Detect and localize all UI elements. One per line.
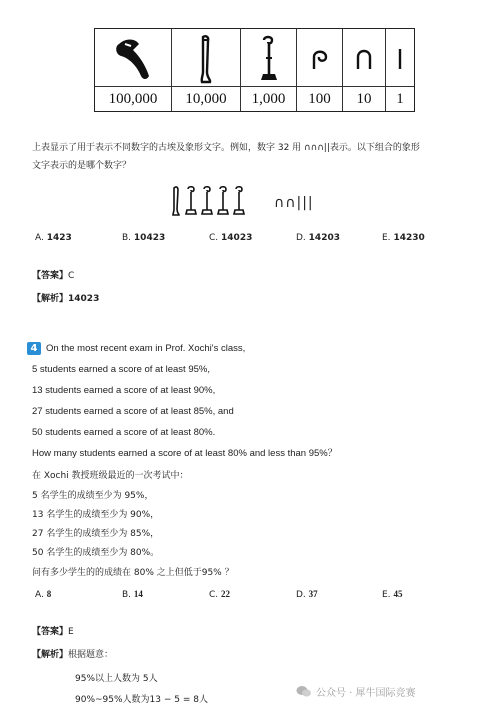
q4-en-line: On the most recent exam in Prof. Xochi's class, <box>46 343 246 354</box>
q4-cn-line: 在 Xochi 教授班级最近的一次考试中： <box>32 471 189 481</box>
watermark-text: 公众号 · 犀牛国际竞赛 <box>316 688 416 699</box>
tadpole-icon <box>95 31 171 87</box>
coil-rope-icon <box>297 31 342 87</box>
q4-option-c: C. 22 <box>209 589 231 600</box>
q4-step: 90%~95%人数为13 − 5 = 8人 <box>75 695 208 705</box>
q4-cn-line: 13 名学生的成绩至少为 90%， <box>32 510 160 520</box>
q4-en-line: 27 students earned a score of at least 85%, and <box>32 406 234 417</box>
q4-en-line: 13 students earned a score of at least 90%, <box>32 385 216 396</box>
q4-analysis: 【解析】根据题意： <box>32 650 114 660</box>
column-10 <box>342 29 385 111</box>
q4-step: 95%以上人数为 5人 <box>75 674 158 684</box>
wechat-icon <box>296 685 312 698</box>
q4-en-line: How many students earned a score of at least 80% and less than 95%？ <box>32 448 338 459</box>
stroke-icon <box>386 31 414 87</box>
q3-option-e: E. 14230 <box>382 233 425 243</box>
number-label: 100 <box>297 86 342 111</box>
q4-cn-line: 5 名学生的成绩至少为 95%， <box>32 491 154 501</box>
q3-answer: 【答案】C <box>32 271 75 281</box>
lotus-icon <box>241 31 296 87</box>
q3-option-d: D. 14203 <box>296 233 340 243</box>
column-100000 <box>95 29 171 111</box>
q4-option-b: B. 14 <box>122 589 143 600</box>
hieroglyph-table <box>94 28 415 112</box>
lotus-icon <box>186 187 244 214</box>
column-1000 <box>240 29 296 111</box>
q3-analysis: 【解析】14023 <box>32 294 100 304</box>
q3-option-a: A. 1423 <box>35 233 72 243</box>
q4-option-e: E. 45 <box>382 589 403 600</box>
q3-text-line1: 上表显示了用于表示不同数字的古埃及象形文字。例如，数字 32 用 ∩∩∩||表示。以下组合的象形 <box>32 143 420 153</box>
number-label: 100,000 <box>95 86 171 111</box>
q4-en-line: 50 students earned a score of at least 80%. <box>32 427 216 438</box>
column-100 <box>296 29 342 111</box>
q3-option-b: B. 10423 <box>122 233 166 243</box>
number-label: 1 <box>386 86 414 111</box>
q4-answer: 【答案】E <box>32 627 74 637</box>
column-1 <box>385 29 414 111</box>
heel-bone-and-stroke-glyphs: ∩∩||| <box>274 195 314 211</box>
hieroglyph-combination <box>170 185 330 217</box>
finger-icon <box>172 31 240 87</box>
q3-option-c: C. 14023 <box>209 233 253 243</box>
q4-option-d: D. 37 <box>296 589 318 600</box>
q4-cn-line: 27 名学生的成绩至少为 85%， <box>32 529 160 539</box>
column-10000 <box>171 29 240 111</box>
q4-option-a: A. 8 <box>35 589 52 600</box>
heel-bone-icon <box>343 31 385 87</box>
number-label: 10 <box>343 86 385 111</box>
question-number-badge: 4 <box>27 342 41 355</box>
number-label: 1,000 <box>241 86 296 111</box>
q4-cn-line: 50 名学生的成绩至少为 80%。 <box>32 548 160 558</box>
q4-cn-line: 问有多少学生的的成绩在 80% 之上但低于95% ？ <box>32 568 234 578</box>
number-label: 10,000 <box>172 86 240 111</box>
finger-icon <box>170 185 250 217</box>
watermark <box>296 684 416 699</box>
q3-text-line2: 文字表示的是哪个数字？ <box>32 161 132 171</box>
q4-en-line: 5 students earned a score of at least 95%, <box>32 364 210 375</box>
